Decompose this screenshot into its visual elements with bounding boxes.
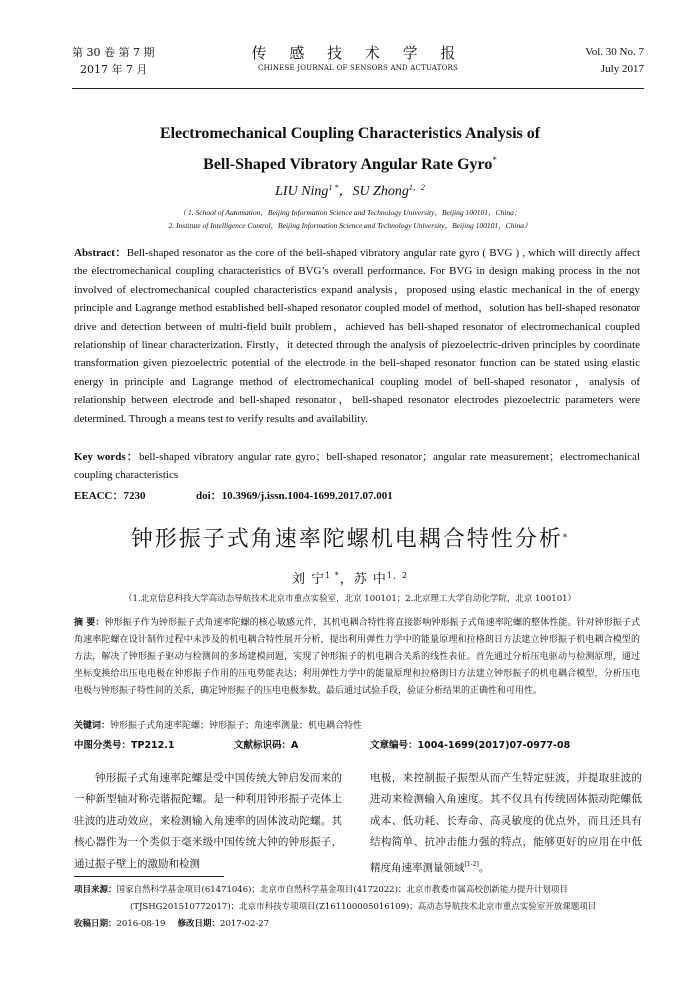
cn-author-su: 苏 中	[353, 572, 387, 587]
received-label: 收稿日期：	[74, 919, 117, 929]
english-keywords	[74, 448, 640, 485]
en-volume: Vol. 30 No. 7	[585, 46, 644, 58]
en-date: July 2017	[600, 63, 644, 75]
funding-label: 项目来源：	[74, 885, 117, 895]
funding-text-1: 国家自然科学基金项目(61471046)；北京市自然科学基金项目(4172022)；北京市教委市属高校创新能力提升计划项目	[116, 885, 568, 895]
journal-name-cn: 传 感 技 术 学 报	[251, 44, 465, 62]
abstract-label: Abstract：	[74, 247, 127, 259]
cn-author-liu: 刘 宁	[291, 572, 326, 587]
english-title	[60, 120, 640, 178]
author-liu: LIU Ning	[275, 184, 329, 199]
cn-keywords-label: 关键词：	[74, 721, 111, 731]
citation-ref: [1-2]	[464, 860, 479, 868]
cn-abstract-label: 摘 要：	[74, 618, 105, 628]
doi: doi：10.3969/j.issn.1004-1699.2017.07.001	[196, 490, 393, 502]
abstract-text: Bell-shaped resonator as the core of the bell-shaped vibratory angular rate gyro ( BVG ) , which will directly affect the electromechanical coupling characteristics of BVG’s overall performance. For BVG in design making process in the not involved of electromechanical coupled characteristics expand analysis，proposed using elastic mechanical in the of energy principle and Lagrange method established bell-shaped resonator coupled model of method，solution has bell-shaped resonator drive and detection between of multi-field built problem，achieved has bell-shaped resonator of electromechanical coupled relationship of linear characterization. Firstly，it detected through the analysis of piezoelectric-driven principles by coordinate transformation given piezoelectric potential of the electrode in the bell-shaped resonator function can be stated using elastic energy in principle and Lagrange method of electromechanical coupling model of bell-shaped resonator，analysis of relationship between electrode and bell-shaped resonator，bell-shaped resonator electrodes piezoelectric parameters were determined. Through a means test to verify results and availability.	[74, 247, 640, 425]
body-right-end: 。	[478, 861, 490, 874]
english-affiliations	[60, 206, 640, 232]
funding-line-2: (TJSHG201510772017)；北京市科技专项项目(Z161100005016109)；高动态导航技术北京市重点实验室开放课题项目	[130, 902, 597, 912]
affiliation-2: 2. Institute of Intelligence Control，Beijing Information Science and Technology University，Beijing 100101，China）	[168, 221, 532, 230]
chinese-abstract	[74, 615, 640, 700]
body-column-left: 钟形振子式角速率陀螺是受中国传统大钟启发而来的一种新型轴对称壳谐振陀螺。是一种利用钟形振子壳体上驻波的进动效应，来检测输入角速率的固体波动陀螺。其核心器件为一个类似于毫米级中国传统大钟的钟形振子，通过振子壁上的激励和检测	[74, 772, 342, 870]
cn-date: 2017 年 7 月	[80, 63, 148, 76]
received-date: 2016-08-19	[116, 919, 166, 929]
cn-author-separator: ，	[339, 572, 354, 587]
author-su-sup: 1，2	[408, 183, 425, 192]
english-title-line2	[60, 147, 640, 178]
chinese-affiliation: （1.北京信息科技大学高动态导航技术北京市重点实验室，北京 100101；2.北京理工大学自动化学院，北京 100101）	[123, 594, 577, 604]
english-title-line1: Electromechanical Coupling Characteristics Analysis of	[159, 125, 541, 142]
english-abstract	[74, 244, 640, 428]
title-footnote-mark: *	[492, 155, 497, 165]
keywords-label: Key words：	[74, 451, 139, 463]
dates-line	[74, 916, 644, 933]
body-right-text: 电极，来控制振子振型从而产生特定驻波，并提取驻波的进动来检测输入角速度。其不仅具有传统固体振动陀螺低成本、低功耗、长寿命、高灵敏度的优点外，而且还具有结构简单、抗冲击能力强的特点，能够更好的应用在中低精度角速率测量领域	[370, 772, 642, 874]
clc-number: 中图分类号：TP212.1	[74, 740, 175, 751]
header-center	[72, 44, 644, 74]
cn-keywords-text: 钟形振子式角速率陀螺；钟形振子；角速率测量；机电耦合特性	[110, 721, 363, 731]
affiliation-1: （ 1. School of Automation，Beijing Information Science and Technology University，Beijing 100101，China；	[178, 208, 522, 217]
cn-volume: 第 30 卷 第 7 期	[72, 46, 155, 59]
footnote-rule	[74, 876, 224, 877]
cn-abstract-text: 钟形振子作为钟形振子式角速率陀螺的核心敏感元件，其机电耦合特性将直接影响钟形振子式角速率陀螺的整体性能。针对钟形振子式角速率陀螺在设计制作过程中未涉及的机电耦合特性展开分析，提出利用弹性力学中的能量原理和拉格朗日方法建立钟形振子机电耦合模型的方法，解决了钟形振子驱动与检测间的多场建模问题，实现了钟形振子的机电耦合关系的线性表征。首先通过分析压电驱动与检测原理，通过坐标变换给出压电电极在钟形振子作用的压电势能表达；利用弹性力学中的能量原理和拉格朗日方法建立钟形振子的机电耦合模型，分析压电电极与钟形振子特性间的关系，确定钟形振子的压电电极参数。最后通过试验手段，验证分析结果的正确性和可用性。	[74, 618, 640, 696]
cn-title-footnote-mark: *	[562, 533, 570, 543]
revised-date: 2017-02-27	[220, 919, 270, 929]
journal-name-en: CHINESE JOURNAL OF SENSORS AND ACTUATORS	[258, 64, 458, 72]
cn-author-su-sup: 1，2	[386, 571, 409, 580]
document-code: 文献标识码：A	[234, 740, 299, 751]
revised-label: 修改日期：	[177, 919, 221, 929]
author-separator: ，	[338, 184, 353, 199]
english-identifiers	[74, 487, 640, 503]
english-title-line2-text: Bell-Shaped Vibratory Angular Rate Gyro	[203, 156, 493, 173]
author-liu-sup: 1 *	[328, 183, 339, 192]
english-authors	[60, 180, 640, 200]
footnote	[74, 882, 644, 933]
eeacc-code: EEACC：7230	[74, 490, 146, 502]
header-right	[585, 44, 644, 78]
chinese-title	[60, 522, 640, 553]
author-su: SU Zhong	[352, 184, 409, 199]
article-number: 文章编号：1004-1699(2017)07-0977-08	[370, 740, 571, 751]
funding-line-1	[74, 882, 644, 899]
chinese-authors	[60, 568, 640, 587]
cn-author-liu-sup: 1 *	[325, 571, 340, 580]
chinese-keywords	[74, 718, 640, 735]
running-header	[72, 44, 644, 84]
body-column-right	[370, 768, 642, 879]
chinese-title-text: 钟形振子式角速率陀螺机电耦合特性分析	[130, 527, 563, 552]
keywords-text: bell-shaped vibratory angular rate gyro；bell-shaped resonator；angular rate measurement；electromechanical coupling characteristics	[74, 451, 640, 482]
header-rule	[72, 88, 644, 89]
